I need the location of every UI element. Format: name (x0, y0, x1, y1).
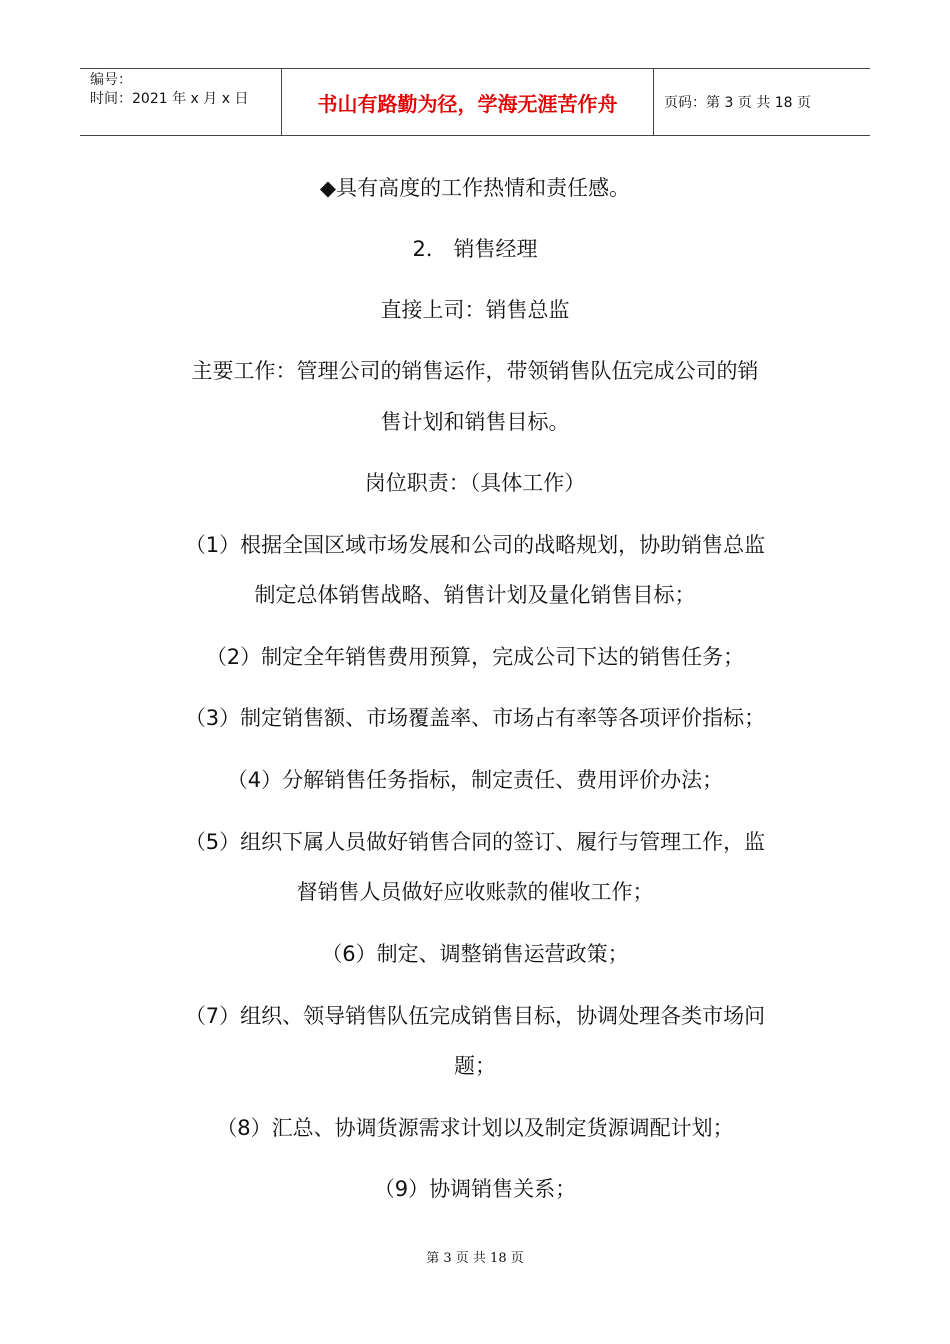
header-motto: 书山有路勤为径，学海无涯苦作舟 (282, 69, 654, 135)
body-line: 售计划和销售目标。 (380, 410, 570, 434)
list-item: （9）协调销售关系； (373, 1177, 577, 1201)
list-item-continuation: 制定总体销售战略、销售计划及量化销售目标； (254, 583, 696, 607)
time-label: 时间：2021 年 x 月 x 日 (90, 91, 249, 107)
page-footer: 第 3 页 共 18 页 (426, 1251, 524, 1266)
list-item: （6）制定、调整销售运营政策； (321, 942, 629, 966)
body-line: 主要工作：管理公司的销售运作，带领销售队伍完成公司的销 (191, 359, 759, 383)
header-meta (80, 69, 282, 135)
list-item: （3）制定销售额、市场覆盖率、市场占有率等各项评价指标； (184, 706, 766, 730)
header-page-info: 页码：第 3 页 共 18 页 (664, 95, 811, 111)
body-line: ◆具有高度的工作热情和责任感。 (319, 176, 631, 200)
body-line: 直接上司：销售总监 (380, 298, 570, 322)
list-item: （2）制定全年销售费用预算，完成公司下达的销售任务； (205, 645, 745, 669)
list-item-continuation: 题； (454, 1054, 496, 1078)
list-item: （5）组织下属人员做好销售合同的签订、履行与管理工作，监 (184, 830, 766, 854)
list-item: （4）分解销售任务指标，制定责任、费用评价办法； (226, 768, 724, 792)
page-header (80, 68, 870, 136)
body-line: 岗位职责：（具体工作） (364, 471, 586, 495)
list-item: （1）根据全国区域市场发展和公司的战略规划，协助销售总监 (184, 533, 766, 557)
list-item: （8）汇总、协调货源需求计划以及制定货源调配计划； (216, 1116, 734, 1140)
list-item: （7）组织、领导销售队伍完成销售目标，协调处理各类市场问 (184, 1004, 766, 1028)
serial-label: 编号： (90, 72, 132, 88)
list-item-continuation: 督销售人员做好应收账款的催收工作； (296, 880, 654, 904)
section-heading: 2． 销售经理 (412, 237, 538, 261)
